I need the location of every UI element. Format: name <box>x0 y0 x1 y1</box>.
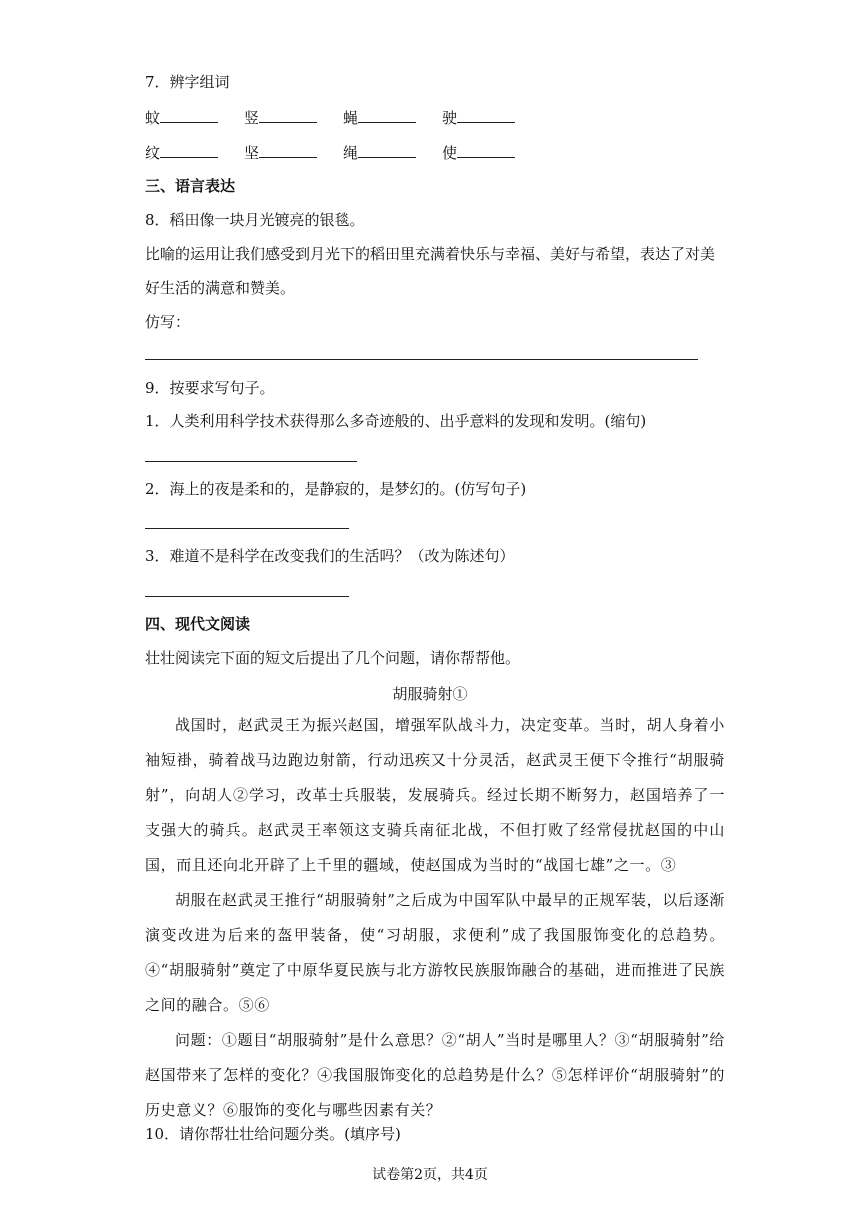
q8-prompt: 仿写： <box>145 313 191 331</box>
q10-heading: 10．请你帮壮壮给问题分类。(填序号) <box>145 1125 401 1143</box>
passage-title: 胡服骑射① <box>392 685 468 703</box>
q7-row1 <box>145 108 541 128</box>
char-1: 纹 <box>145 144 161 162</box>
q9-item-3: 3．难道不是科学在改变我们的生活吗？（改为陈述句） <box>145 547 515 565</box>
q8-text-line-2: 好生活的满意和赞美。 <box>145 279 296 297</box>
section-4-heading: 四、现代文阅读 <box>145 615 251 633</box>
answer-blank[interactable] <box>358 108 416 123</box>
q8-heading: 8．稻田像一块月光镀亮的银毯。 <box>145 211 365 229</box>
page-footer: 试卷第2页，共4页 <box>372 1167 488 1183</box>
char-2: 坚 <box>244 144 260 162</box>
q7-heading: 7．辨字组词 <box>145 73 230 91</box>
passage-questions: 问题：①题目“胡服骑射”是什么意思？②“胡人”当时是哪里人？③“胡服骑射”给赵国带来了怎样的变化？④我国服饰变化的总趋势是什么？⑤怎样评价“胡服骑射”的历史意义？⑥服饰的变化与哪些因素有关？ <box>145 1031 725 1119</box>
answer-blank[interactable] <box>160 108 218 123</box>
section-3-heading: 三、语言表达 <box>145 177 236 195</box>
section-4-intro: 壮壮阅读完下面的短文后提出了几个问题，请你帮帮他。 <box>145 649 521 667</box>
answer-blank[interactable] <box>457 108 515 123</box>
q9-item-1: 1．人类利用科学技术获得那么多奇迹般的、出乎意料的发现和发明。(缩句) <box>145 412 647 430</box>
q9-item-2: 2．海上的夜是柔和的，是静寂的，是梦幻的。(仿写句子) <box>145 480 527 498</box>
q9-item-1-answer-line[interactable] <box>145 461 357 462</box>
answer-blank[interactable] <box>259 143 317 158</box>
q9-item-2-answer-line[interactable] <box>145 528 349 529</box>
char-4: 使 <box>442 144 458 162</box>
answer-blank[interactable] <box>259 108 317 123</box>
char-4: 驶 <box>442 109 458 127</box>
answer-blank[interactable] <box>457 143 515 158</box>
answer-blank[interactable] <box>160 143 218 158</box>
char-3: 绳 <box>343 144 359 162</box>
q9-item-3-answer-line[interactable] <box>145 596 349 597</box>
passage-paragraph-1: 战国时，赵武灵王为振兴赵国，增强军队战斗力，决定变革。当时，胡人身着小袖短褂，骑着战马边跑边射箭，行动迅疾又十分灵活，赵武灵王便下令推行“胡服骑射”，向胡人②学习，改革士兵服装，发展骑兵。经过长期不断努力，赵国培养了一支强大的骑兵。赵武灵王率领这支骑兵南征北战，不但打败了经常侵扰赵国的中山国，而且还向北开辟了上千里的疆域，使赵国成为当时的“战国七雄”之一。③ <box>145 716 725 874</box>
char-3: 蝇 <box>343 109 359 127</box>
char-2: 竖 <box>244 109 260 127</box>
char-1: 蚊 <box>145 109 161 127</box>
q8-text-line-1: 比喻的运用让我们感受到月光下的稻田里充满着快乐与幸福、美好与希望，表达了对美 <box>145 245 716 263</box>
q7-row2 <box>145 143 541 163</box>
passage-paragraph-2: 胡服在赵武灵王推行“胡服骑射”之后成为中国军队中最早的正规军装，以后逐渐演变改进为后来的盔甲装备，使“习胡服，求便利”成了我国服饰变化的总趋势。④“胡服骑射”奠定了中原华夏民族与北方游牧民族服饰融合的基础，进而推进了民族之间的融合。⑤⑥ <box>145 891 725 1014</box>
q9-heading: 9．按要求写句子。 <box>145 379 275 397</box>
answer-blank[interactable] <box>358 143 416 158</box>
passage-body <box>145 708 725 1128</box>
q8-answer-line[interactable] <box>145 359 698 360</box>
